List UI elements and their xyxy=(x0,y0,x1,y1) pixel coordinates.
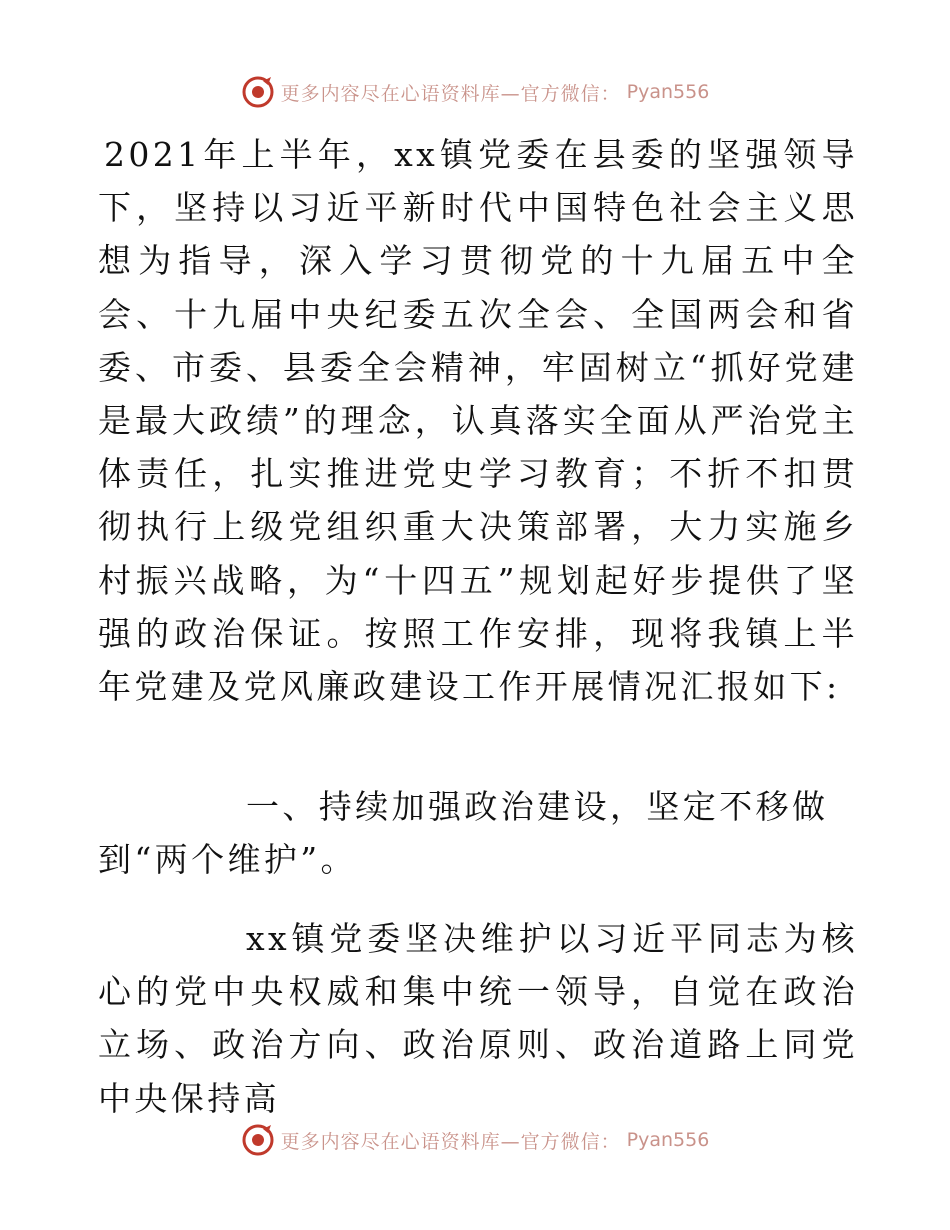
brand-logo-icon xyxy=(241,75,275,109)
section-heading-line1: 一、持续加强政治建设，坚定不移做 xyxy=(246,787,829,826)
intro-paragraph: 2021年上半年，xx镇党委在县委的坚强领导下，坚持以习近平新时代中国特色社会主义思想为指导，深入学习贯彻党的十九届五中全会、十九届中央纪委五次全会、全国两会和省委、市委、县委全会精神，牢固树立“抓好党建是最大政绩”的理念，认真落实全面从严治党主体责任，扎实推进党史学习教育；不折不扣贯彻执行上级党组织重大决策部署，大力实施乡村振兴战略，为“十四五”规划起好步提供了坚强的政治保证。按照工作安排，现将我镇上半年党建及党风廉政建设工作开展情况汇报如下: xyxy=(98,135,858,707)
watermark-account: Pyan556 xyxy=(626,81,710,103)
watermark-account: Pyan556 xyxy=(626,1129,710,1151)
section-paragraph: xx镇党委坚决维护以习近平同志为核心的党中央权威和集中统一领导，自觉在政治立场、政治方向、政治原则、政治道路上同党中央保持高 xyxy=(98,919,858,1118)
footer-watermark xyxy=(0,1120,950,1160)
header-watermark xyxy=(0,72,950,112)
document-body xyxy=(98,128,858,1118)
brand-logo-icon xyxy=(241,1123,275,1157)
section-heading-line2: 到“两个维护”。 xyxy=(98,840,357,879)
watermark-text: 更多内容尽在心语资料库—官方微信： xyxy=(280,82,621,105)
watermark-text: 更多内容尽在心语资料库—官方微信： xyxy=(280,1130,621,1153)
section-heading xyxy=(98,780,858,886)
